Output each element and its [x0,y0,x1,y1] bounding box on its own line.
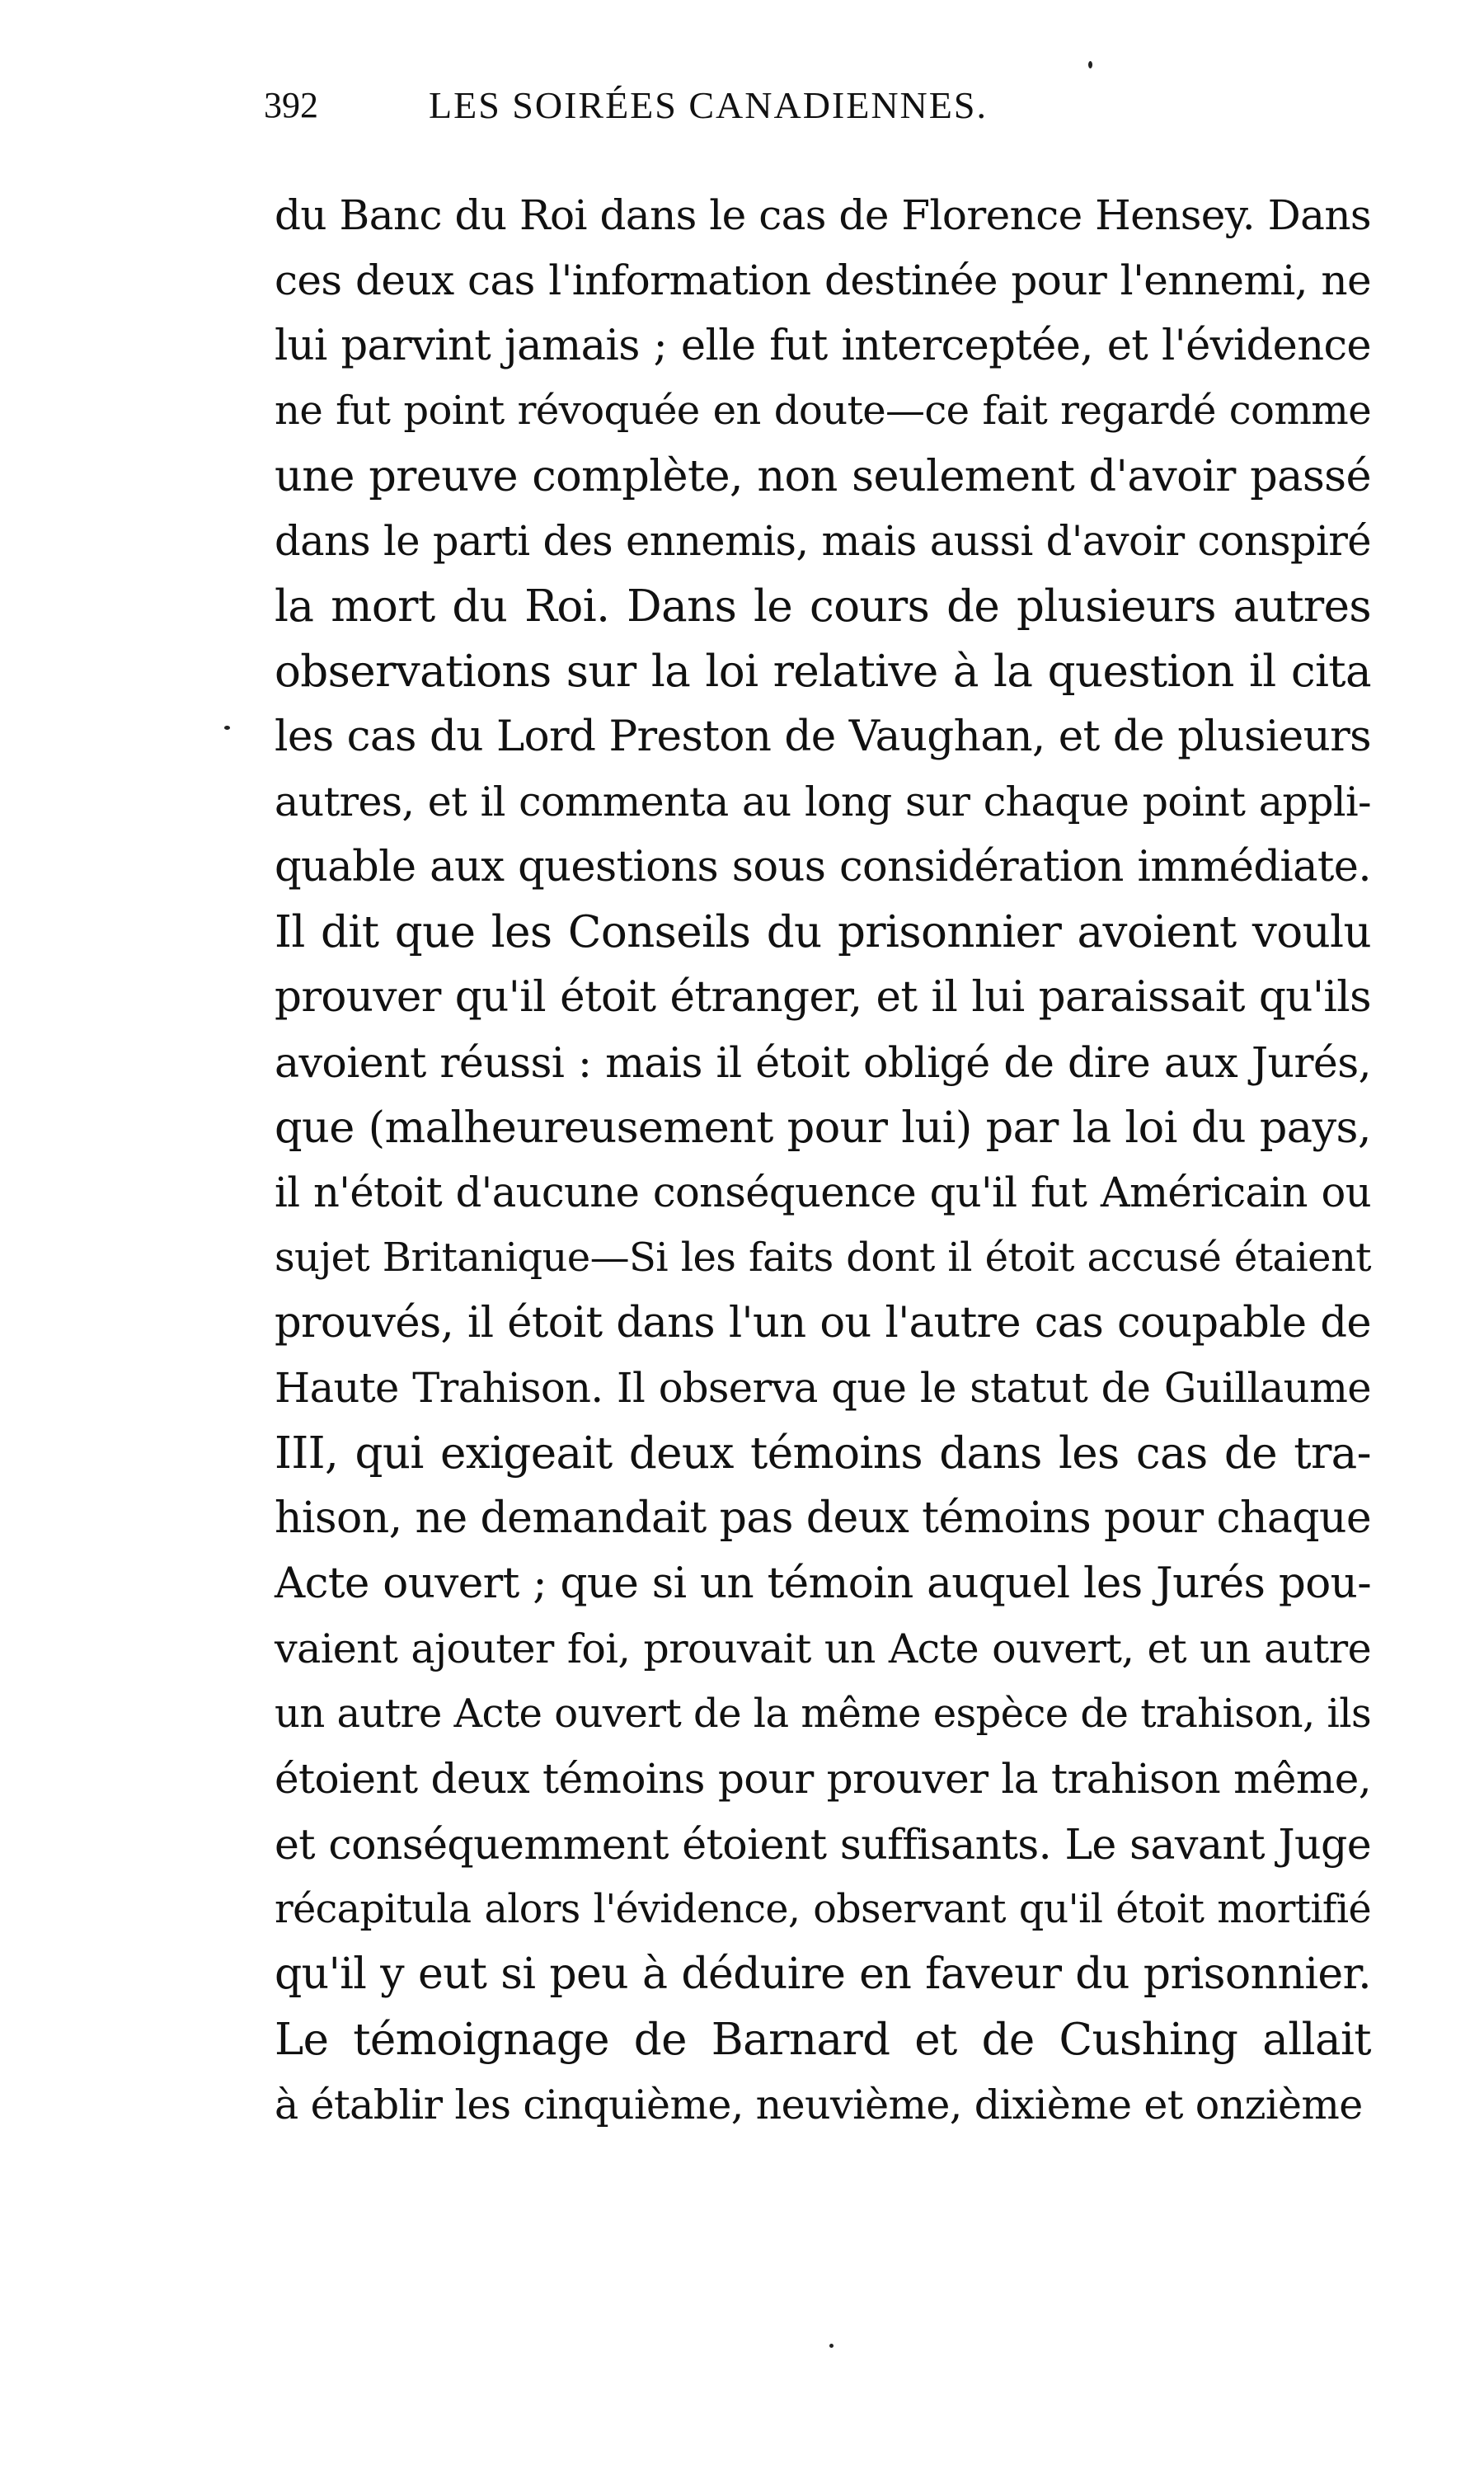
text-line: dans le parti des ennemis, mais aussi d'avoir conspiré [275,517,1371,565]
text-line: Le témoignage de Barnard et de Cushing allait [275,2015,1371,2065]
text-line: III, qui exigeait deux témoins dans les cas de tra- [275,1428,1371,1479]
text-line: sujet Britanique—Si les faits dont il étoit accusé étaient [275,1235,1371,1281]
text-line: à établir les cinquième, neuvième, dixième et onzième [275,2081,1363,2128]
text-line: du Banc du Roi dans le cas de Florence Hensey. Dans [275,191,1371,239]
text-line: étoient deux témoins pour prouver la trahison même, [275,1755,1371,1803]
text-line: Il dit que les Conseils du prisonnier avoient voulu [275,907,1371,957]
text-line: il n'étoit d'aucune conséquence qu'il fut Américain ou [275,1169,1371,1216]
text-line: récapitula alors l'évidence, observant qu'il étoit mortifié [275,1887,1371,1932]
running-title: LES SOIRÉES CANADIENNES. [429,84,988,126]
text-line: ne fut point révoquée en doute—ce fait regardé comme [275,388,1371,434]
text-line: Haute Trahison. Il observa que le statut de Guillaume [275,1364,1371,1412]
text-line: et conséquemment étoient suffisants. Le savant Juge [275,1820,1371,1869]
text-line: une preuve complète, non seulement d'avoir passé [275,451,1371,501]
text-line: prouver qu'il étoit étranger, et il lui paraissait qu'ils [275,972,1371,1022]
body-text [275,183,1371,2138]
page-header [264,81,1385,147]
text-line: un autre Acte ouvert de la même espèce de trahison, ils [275,1691,1371,1737]
text-line: prouvés, il étoit dans l'un ou l'autre cas coupable de [275,1299,1371,1348]
text-line: avoient réussi : mais il étoit obligé de dire aux Jurés, [275,1038,1371,1087]
page-number: 392 [264,85,318,125]
text-line: que (malheureusement pour lui) par la loi du pays, [275,1103,1371,1153]
text-line: hison, ne demandait pas deux témoins pour chaque [275,1493,1372,1543]
text-line: la mort du Roi. Dans le cours de plusieurs autres [275,581,1371,632]
text-line: observations sur la loi relative à la question il cita [275,647,1371,697]
scan-speck [224,726,230,730]
text-line: ces deux cas l'information destinée pour l'ennemi, ne [275,256,1371,304]
text-line: qu'il y eut si peu à déduire en faveur du prisonnier. [275,1950,1371,1999]
scan-speck [829,2344,834,2348]
text-line: quable aux questions sous considération immédiate. [275,843,1371,891]
text-line: Acte ouvert ; que si un témoin auquel les Jurés pou- [275,1559,1371,1608]
scan-speck [1088,61,1092,68]
text-line: vaient ajouter foi, prouvait un Acte ouvert, et un autre [275,1625,1371,1672]
text-line: les cas du Lord Preston de Vaughan, et de plusieurs [275,712,1371,761]
text-line: autres, et il commenta au long sur chaque point appli- [275,778,1371,825]
text-line: lui parvint jamais ; elle fut interceptée, et l'évidence [275,322,1371,370]
